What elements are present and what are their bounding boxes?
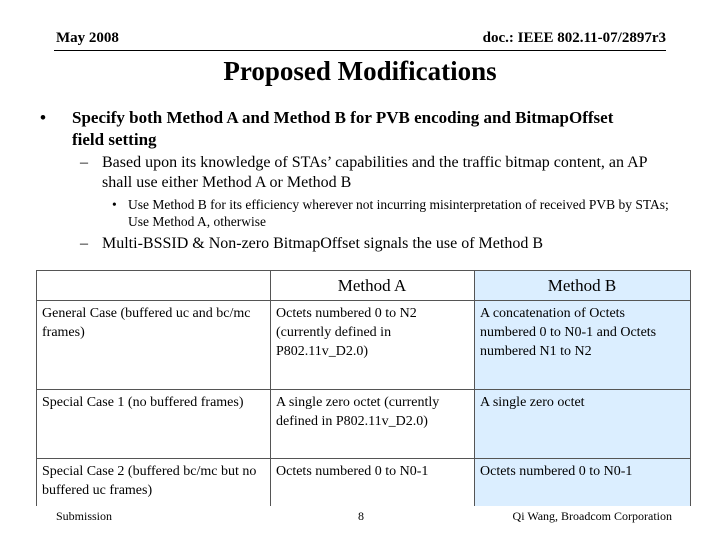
methods-table (36, 270, 690, 506)
table-divider (36, 458, 690, 459)
table-cell-case-special-1: Special Case 1 (no buffered frames) (42, 395, 244, 410)
bullet-subsub-1-text: Use Method B for its efficiency wherever not incurring misinterpretation of received PVB by STAs; Use Method A, otherwise (128, 197, 669, 229)
slide-title: Proposed Modifications (223, 56, 497, 86)
table-border-right (690, 270, 691, 506)
table-header-method-a: Method A (337, 276, 407, 295)
table-border-top (36, 270, 690, 271)
table-cell-special-2-method-a: Octets numbered 0 to N0-1 (276, 464, 429, 479)
table-cell-general-method-b: A concatenation of Octets numbered 0 to N0-1 and Octets numbered N1 to N2 (474, 300, 690, 389)
table-divider (474, 270, 475, 506)
table-divider (270, 270, 271, 506)
table-cell-case-special-2: Special Case 2 (buffered bc/mc but no buffered uc frames) (42, 464, 257, 498)
footer-author: Qi Wang, Broadcom Corporation (512, 509, 672, 523)
bullet-dash-icon: – (80, 154, 88, 171)
table-divider (36, 389, 690, 390)
footer-submission: Submission (56, 509, 113, 523)
bullet-dash-icon: – (80, 235, 88, 252)
bullet-sub-2-text: Multi-BSSID & Non-zero BitmapOffset signals the use of Method B (102, 235, 543, 252)
table-cell-case-general: General Case (buffered uc and bc/mc frames) (42, 306, 251, 340)
table-header-method-b: Method B (474, 270, 690, 300)
header-date: May 2008 (56, 30, 119, 46)
table-cell-special-1-method-b: A single zero octet (474, 389, 690, 458)
footer-page-number: 8 (358, 509, 364, 523)
bullet-main-text: Specify both Method A and Method B for PVB encoding and BitmapOffset field setting (72, 108, 614, 149)
table-border-left (36, 270, 37, 506)
header-divider (54, 50, 666, 51)
table-header-empty (36, 270, 270, 300)
table-cell-special-2-method-b: Octets numbered 0 to N0-1 (474, 458, 690, 506)
table-cell-special-1-method-a: A single zero octet (currently defined in P802.11v_D2.0) (276, 395, 440, 429)
table-divider (36, 300, 690, 301)
bullet-dot-icon: • (40, 108, 46, 127)
header-doc-id: doc.: IEEE 802.11-07/2897r3 (482, 30, 666, 46)
table-cell-general-method-a: Octets numbered 0 to N2 (currently defined in P802.11v_D2.0) (276, 306, 417, 359)
bullet-sub-1-text: Based upon its knowledge of STAs’ capabilities and the traffic bitmap content, an AP shall use either Method A or Method B (102, 154, 647, 191)
bullet-dot-icon: • (112, 197, 117, 212)
